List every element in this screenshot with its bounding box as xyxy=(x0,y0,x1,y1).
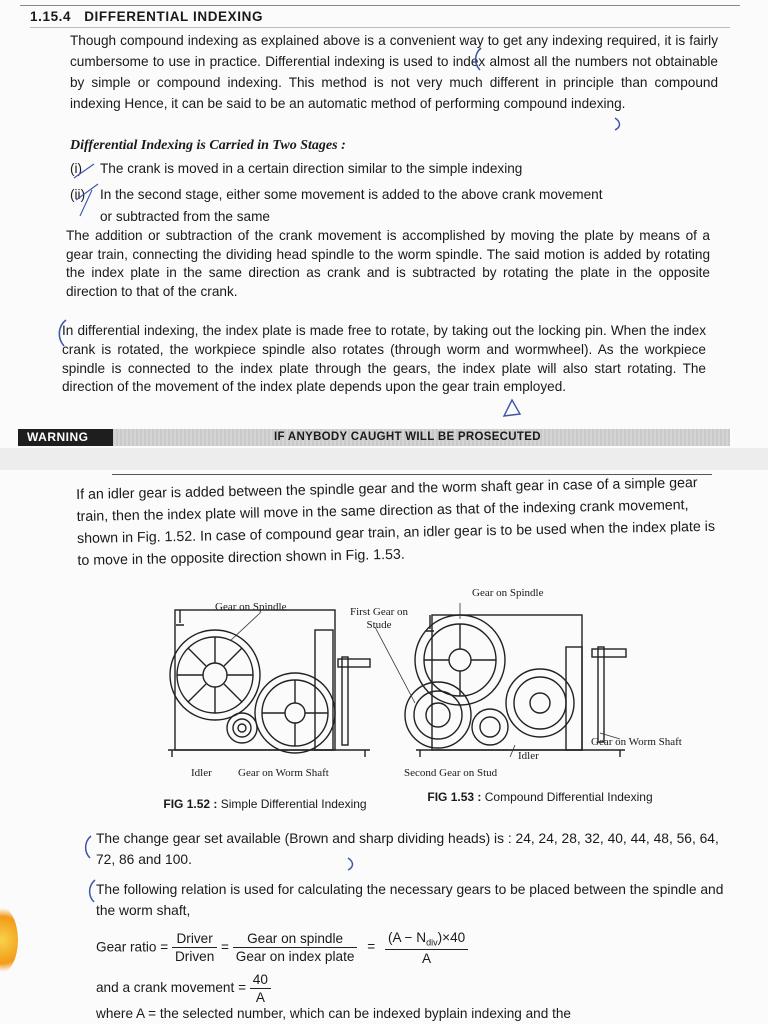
pen-bracket-mark xyxy=(470,46,484,72)
intro-paragraph: Though compound indexing as explained above is a convenient way to get any indexing required, it is fairly cumbersome to use in practice. Differential indexing is used to index almost all the numbers not obtainable by simple or compound indexing. This method is not very much different in principle than compound indexing Hence, it can be said to be an automatic method of performing compound indexing. xyxy=(70,33,718,111)
fraction-numerator: 40 xyxy=(250,972,271,989)
caption-number: FIG 1.53 : xyxy=(427,790,482,804)
fig53-label-worm: Gear on Worm Shaft xyxy=(591,736,682,748)
gear-set-paragraph: The change gear set available (Brown and sharp dividing heads) is : 24, 24, 28, 32, 40, 44, 48, 56, 64, 72, 86 and 100. xyxy=(96,831,719,867)
caption-text: Simple Differential Indexing xyxy=(220,797,367,811)
equals-sign: = xyxy=(160,939,169,955)
relation-paragraph: The following relation is used for calculating the necessary gears to be placed between the spindle and the worm shaft, xyxy=(96,882,724,918)
fig53-label-spindle: Gear on Spindle xyxy=(472,587,544,599)
fig52-caption xyxy=(160,796,370,812)
where-line: where A = the selected number, which can be indexed byplain indexing and the xyxy=(96,1006,571,1021)
rhs-subscript: div xyxy=(426,937,438,948)
fraction-denominator: A xyxy=(255,990,265,1005)
pen-bracket-mark xyxy=(54,318,70,348)
crank-movement-formula xyxy=(96,972,271,1005)
crank-fraction xyxy=(250,972,271,1005)
fig52-label-idler: Idler xyxy=(191,767,212,779)
equals-sign: = xyxy=(367,939,376,955)
section-title: DIFFERENTIAL INDEXING xyxy=(84,9,264,24)
fraction-numerator: Driver xyxy=(172,931,217,948)
top-cut-line xyxy=(20,0,740,6)
fraction-numerator xyxy=(385,930,468,950)
fraction-denominator: Gear on index plate xyxy=(235,949,355,965)
warning-label: WARNING xyxy=(18,429,113,446)
pen-strike-mark xyxy=(72,160,102,220)
locking-paragraph: In differential indexing, the index plate is made free to rotate, by taking out the locking pin. When the index crank is rotated, the workpiece spindle also rotates (through worm and wormwheel). As the workpiece spindle is connected to the index plate through the gears, the index plate will also start rotating. The direction of the movement of the index plate depends upon the gear train employed. xyxy=(62,323,706,395)
pen-bracket-mark xyxy=(84,878,98,904)
pen-bracket-mark xyxy=(612,116,624,132)
fig53-label-second-stud: Second Gear on Stud xyxy=(404,767,498,779)
fig53-caption xyxy=(410,789,670,805)
rhs-fraction xyxy=(385,930,468,966)
equals-sign: = xyxy=(238,980,247,996)
stage-item-2 xyxy=(70,184,718,228)
fraction-denominator: Driven xyxy=(174,949,215,965)
fig52-label-spindle: Gear on Spindle xyxy=(215,601,287,613)
stage-text: The crank is moved in a certain direction similar to the simple indexing xyxy=(100,161,523,176)
fraction-denominator: A xyxy=(422,950,432,966)
fig52-label-worm: Gear on Worm Shaft xyxy=(238,767,329,779)
caption-text: Compound Differential Indexing xyxy=(484,790,653,804)
crank-label: and a crank movement xyxy=(96,980,235,996)
driver-driven-fraction xyxy=(172,931,217,964)
worm-gear-compound xyxy=(506,669,574,737)
orange-smudge xyxy=(0,905,18,975)
equals-sign: = xyxy=(221,939,229,955)
fig52-drawing xyxy=(168,610,370,757)
first-stud-gear xyxy=(405,682,471,748)
fraction-numerator: Gear on spindle xyxy=(233,931,358,948)
stage-text: In the second stage, either some movement is added to the above crank movement xyxy=(100,187,603,202)
warning-text: IF ANYBODY CAUGHT WILL BE PROSECUTED xyxy=(274,431,541,443)
dividing-head-body xyxy=(175,610,335,750)
idler-paragraph: If an idler gear is added between the spindle gear and the worm shaft gear in case of a simple gear train, then the index plate will move in the same direction as that of the indexing crank movement, shown in Fig. 1.52. In case of compound gear train, an idler gear is to be used when the index plate is to move in the opposite direction shown in Fig. 1.53. xyxy=(76,475,716,569)
section-rule xyxy=(30,27,730,28)
idler-gear-compound xyxy=(472,709,508,745)
pen-tick-mark xyxy=(500,396,524,420)
gear-ratio-formula xyxy=(96,930,716,970)
fig53-label-idler: Idler xyxy=(518,750,539,762)
fig53-label-first-stud: First Gear on Stude xyxy=(349,606,409,631)
pen-bracket-mark xyxy=(346,856,356,872)
crank-shaft xyxy=(342,657,348,745)
rhs-numerator-a: (A − N xyxy=(387,930,427,945)
rhs-numerator-b: )×40 xyxy=(437,930,466,945)
section-number: 1.15.4 xyxy=(30,9,72,24)
pen-bracket-mark xyxy=(80,834,94,860)
dividing-head-body-compound xyxy=(432,615,582,750)
stages-heading: Differential Indexing is Carried in Two Stages : xyxy=(70,138,346,153)
stage-text-continued: or subtracted from the same xyxy=(100,209,270,224)
caption-number: FIG 1.52 : xyxy=(163,797,218,811)
figure-drawings xyxy=(130,585,730,790)
section-heading xyxy=(30,9,263,24)
stage-item-1 xyxy=(70,161,710,176)
crank-shaft-compound xyxy=(598,647,604,742)
idler-gear xyxy=(227,713,257,743)
gear-fraction xyxy=(233,931,358,964)
formula-label: Gear ratio xyxy=(96,939,157,955)
page-gap xyxy=(0,448,768,470)
stage-number: (i) xyxy=(70,161,83,176)
addition-paragraph: The addition or subtraction of the crank movement is accomplished by moving the plate by means of a gear train, connecting the dividing head spindle to the worm spindle. The said motion is added by rotating the index plate in the same direction as crank and is subtracted by rotating the plate in the opposite direction to that of the crank. xyxy=(66,228,710,299)
stage-number: (ii) xyxy=(70,187,86,202)
